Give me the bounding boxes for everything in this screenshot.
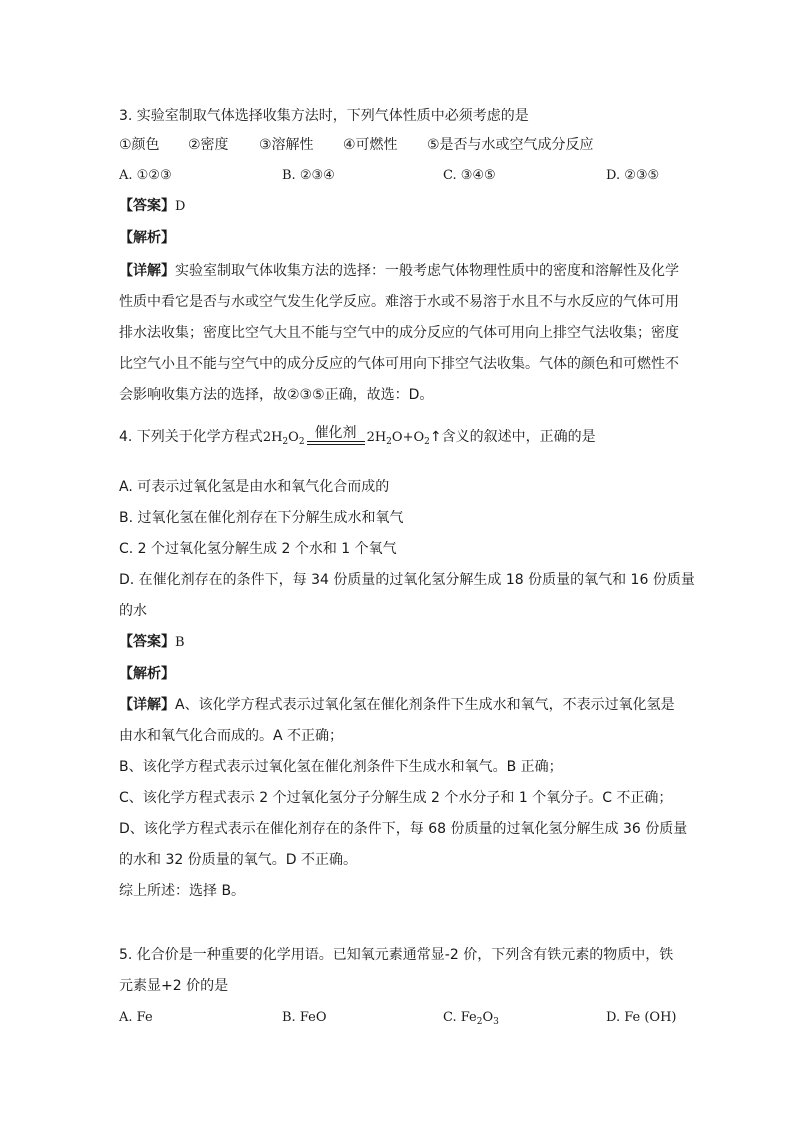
q4-detail-line-4: C、该化学方程式表示 2 个过氧化氢分子分解生成 2 个水分子和 1 个氧分子。C 不正确； (119, 790, 673, 806)
q5-option-a: A. Fe (119, 1010, 153, 1025)
q4-option-d-line-1: D. 在催化剂存在的条件下，每 34 份质量的过氧化氢分解生成 18 份质量的氧气和 16 份质量 (119, 572, 695, 588)
q4-option-a: A. 可表示过氧化氢是由水和氧气化合而成的 (119, 479, 390, 495)
q3-prop-4: ④可燃性 (343, 137, 398, 153)
equals-bar (307, 441, 365, 445)
formula-term: O (482, 1010, 494, 1025)
q3-prop-2: ②密度 (188, 137, 229, 153)
q5-option-c (443, 1008, 499, 1028)
answer-tag: 【答案】 (119, 634, 175, 650)
q4-detail-line-1 (119, 695, 675, 715)
q3-option-b: B. ②③④ (282, 168, 335, 183)
q5-stem-line-2: 元素显+2 价的是 (119, 978, 229, 994)
eq-sub: 2 (424, 437, 430, 447)
eq-term: 2H (262, 430, 283, 445)
q3-analysis-tag: 【解析】 (119, 230, 175, 246)
eq-term: O (288, 430, 299, 445)
q3-detail-line-3: 排水法收集；密度比空气大且不能与空气中的成分反应的气体可用向上排空气法收集；密度 (119, 325, 679, 341)
q3-detail-line-4: 比空气小且不能与空气中的成分反应的气体可用向下排空气法收集。气体的颜色和可燃性不 (119, 356, 679, 372)
q3-prop-5: ⑤是否与水或空气成分反应 (427, 137, 594, 153)
q5-option-d: D. Fe (OH) (606, 1010, 677, 1025)
q5-stem-line-1: 5. 化合价是一种重要的化学用语。已知氧元素通常显-2 价，下列含有铁元素的物质中，铁 (119, 947, 674, 963)
q4-detail-line-5: D、该化学方程式表示在催化剂存在的条件下，每 68 份质量的过氧化氢分解生成 36 份质量 (119, 821, 688, 837)
q3-stem: 3. 实验室制取气体选择收集方法时，下列气体性质中必须考虑的是 (119, 108, 529, 124)
condition-text: 催化剂 (314, 425, 357, 441)
q4-option-c: C. 2 个过氧化氢分解生成 2 个水和 1 个氧气 (119, 541, 397, 557)
q4-stem-after: 含义的叙述中，正确的是 (441, 429, 596, 445)
detail-text: A、该化学方程式表示过氧化氢在催化剂条件下生成水和氧气，不表示过氧化氢是 (175, 697, 675, 713)
chemical-equation (263, 425, 430, 450)
q4-summary: 综上所述：选择 B。 (119, 883, 246, 899)
eq-sub: 2 (386, 437, 392, 447)
answer-value: D (175, 199, 186, 214)
q3-answer (119, 196, 185, 217)
q4-detail-line-3: B、该化学方程式表示过氧化氢在催化剂条件下生成水和氧气。B 正确； (119, 759, 563, 775)
eq-sub: 2 (298, 437, 305, 447)
q4-option-d-line-2: 的水 (119, 603, 147, 619)
eq-sub: 2 (282, 437, 289, 447)
q3-option-c: C. ③④⑤ (443, 168, 496, 183)
q4-analysis-tag: 【解析】 (119, 666, 175, 682)
q4-detail-line-6: 的水和 32 份质量的氧气。D 不正确。 (119, 852, 357, 868)
q4-stem-before: 4. 下列关于化学方程式 (119, 429, 263, 445)
answer-value: B (175, 635, 185, 650)
answer-tag: 【答案】 (119, 198, 175, 214)
detail-tag: 【详解】 (119, 697, 175, 713)
q3-option-a: A. ①②③ (119, 168, 172, 183)
q4-detail-line-2: 由水和氧气化合而成的。A 不正确； (119, 728, 344, 744)
eq-term: O+O (391, 430, 425, 445)
q3-option-d: D. ②③⑤ (606, 168, 660, 183)
formula-sub: 3 (493, 1017, 499, 1027)
gas-arrow-icon: ↑ (429, 429, 442, 445)
q3-detail-line-2: 性质中看它是否与水或空气发生化学反应。难溶于水或不易溶于水且不与水反应的气体可用 (119, 294, 679, 310)
reaction-condition (307, 425, 365, 450)
q3-detail-line-5: 会影响收集方法的选择，故②③⑤正确，故选：D。 (119, 387, 434, 403)
detail-tag: 【详解】 (119, 263, 175, 279)
q5-option-b: B. FeO (282, 1010, 327, 1025)
formula-sub: 2 (476, 1017, 483, 1027)
q4-option-b: B. 过氧化氢在催化剂存在下分解生成水和氧气 (119, 510, 404, 526)
formula-term: C. Fe (443, 1010, 477, 1025)
detail-text: 实验室制取气体收集方法的选择：一般考虑气体物理性质中的密度和溶解性及化学 (175, 263, 679, 279)
q3-prop-1: ①颜色 (119, 137, 160, 153)
q4-stem (119, 425, 596, 450)
q4-answer (119, 632, 185, 653)
eq-term: 2H (366, 430, 387, 445)
q3-detail-line-1 (119, 261, 679, 281)
q3-prop-3: ③溶解性 (259, 137, 314, 153)
